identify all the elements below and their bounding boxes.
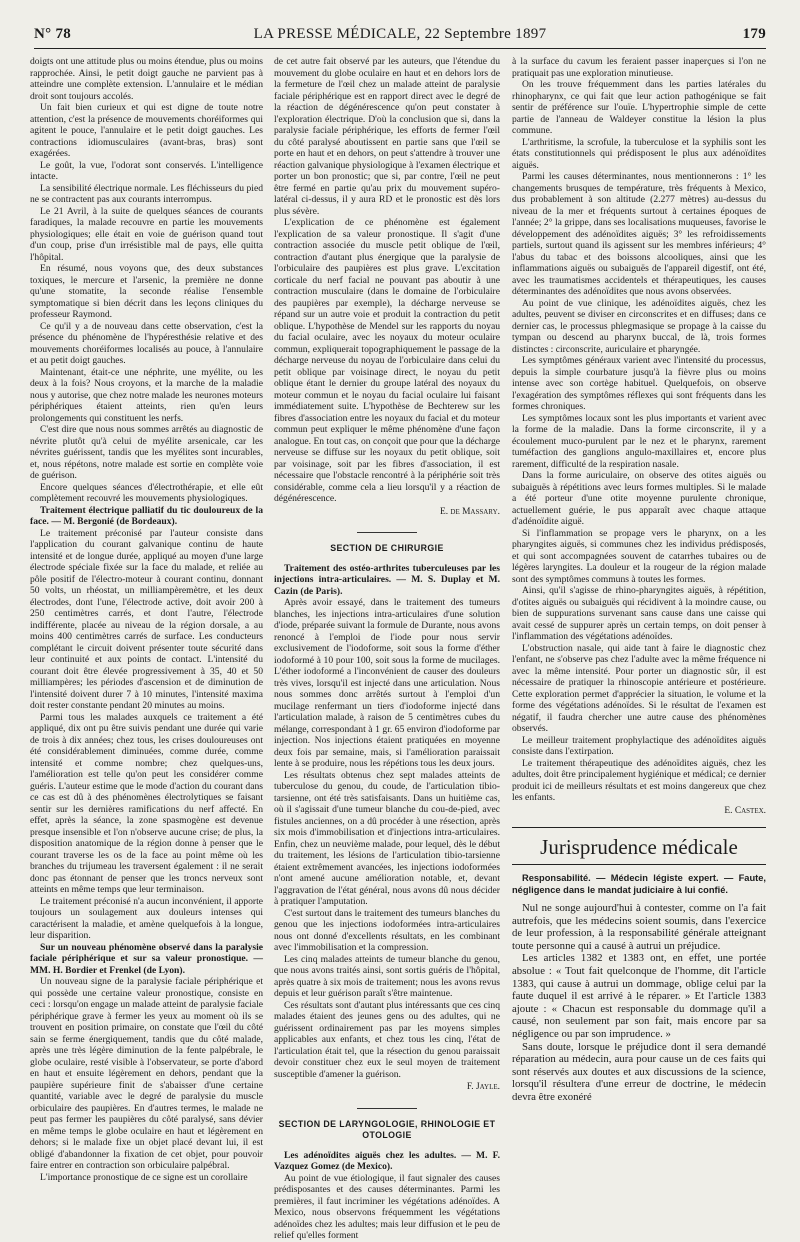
jurisprudence-heading: Responsabilité. — Médecin légiste expert. — Faute, négligence dans le mandat judiciaire à lui confié.	[512, 873, 766, 895]
paragraph: Au point de vue étiologique, il faut signaler des causes prédisposantes et des causes déterminantes. Parmi les premières, il faut incriminer les végétations adénoïdes. A Mexico, nous observons fréquemment les végétations adénoïdes chez les adultes; mais leur diffusion et le peu de relief qu'elles forment	[274, 1172, 500, 1241]
paragraph: Maintenant, était-ce une néphrite, une myélite, ou les deux à la fois? Nous croyons, et la marche de la maladie nous y autorise, que chez notre malade les neurones moteurs périphériques étaient atteints, rien qu'en leurs prolongements qui constituent les nerfs.	[30, 366, 263, 424]
paragraph: Dans la forme auriculaire, on observe des otites aiguës ou subaiguës à répétitions avec leurs formes multiples. Si le malade a été porteur d'une otite moyenne purulente chronique, actuellement guérie, le pus apparaît avec chaque attaque d'adénoïdite aiguë.	[512, 470, 766, 527]
article-title	[274, 1150, 500, 1173]
article-author: — M. Bergonié (de Bordeaux).	[51, 516, 178, 527]
paragraph: à la surface du cavum les feraient passer inaperçues si l'on ne pratiquait pas une exploration minutieuse.	[512, 56, 766, 79]
author-signature: E. de Massary.	[439, 506, 500, 517]
paragraph: Ces résultats sont d'autant plus intéressants que ces cinq malades étaient des jeunes gens ou des adultes, qui ne guérissent ordinairement pas par les moyens simples applicables aux enfants, et chez tous les cinq, l'état de l'articulation était tel, que la résection du genou paraissait devoir constituer chez eux le seul moyen de traitement susceptible d'amener la guérison.	[274, 999, 500, 1080]
paragraph: Le 21 Avril, à la suite de quelques séances de courants faradiques, la malade recouvre en partie les mouvements physiologiques; elle était en voie de guérison quand tout d'un coup, prise d'un irrésistible mal de pays, elle quitta l'hôpital.	[30, 205, 263, 263]
article-author: — M. S. Duplay et M. Cazin (de Paris).	[274, 574, 500, 597]
journal-title-date: LA PRESSE MÉDICALE, 22 Septembre 1897	[253, 26, 547, 42]
article-author: — M. F. Vazquez Gomez (de Mexico).	[274, 1149, 500, 1172]
author-signature: F. Jayle.	[466, 1082, 500, 1092]
column-3	[512, 56, 766, 1118]
paragraph: de cet autre fait observé par les auteurs, que l'étendue du mouvement du globe oculaire en haut et en dehors lors de la fermeture de l'œil chez un malade atteint de paralysie faciale périphérique est en rapport direct avec le degré de la réaction de dégénérescence qu'on peut constater à l'exploration électrique. D'où la conclusion que si, dans la paralysie faciale périphérique, les efforts de fermer l'œil du côté paralysé aboutissent en partie sans que l'œil se porte en haut et en dehors, on peut s'attendre à trouver une réaction galvanique physiologique à l'examen électrique et porter un bon pronostic; que si, par contre, l'œil ne peut être fermé en partie qu'au prix du mouvement supéro-latéral ci-dessus, il y aura RD et le pronostic est dès lors plus sévère.	[274, 56, 500, 217]
paragraph: Si l'inflammation se propage vers le pharynx, on a les pharyngites aiguës, si communes chez les individus prédisposés, et qui sont accompagnées souvent de catarrhes tubaires ou de légères laryngites. La douleur et la rougeur de la région malade sont des symptômes communs à toutes les formes.	[512, 527, 766, 585]
paragraph: Un fait bien curieux et qui est digne de toute notre attention, c'est la présence de mouvements choréiformes qui agitent le pouce, l'annulaire et le petit doigt gauches. Les contractions idiomusculaires (avant-bras, bras) sont exagérées.	[30, 102, 263, 159]
paragraph: Ainsi, qu'il s'agisse de rhino-pharyngites aiguës, à répétition, d'otites aiguës ou subaiguës qui récidivent à la moindre cause, ou bien de suppurations survenant sans cause dans une caisse qui avait cessé de suppurer après un certain temps, on doit penser à l'inflammation des végétations adénoïdes.	[512, 585, 766, 642]
paragraph: Parmi tous les malades auxquels ce traitement a été appliqué, dix ont pu être suivis pendant une durée qui varie de trois à dix années; chez tous, les crises douloureuses ont été considérablement diminuées, comme durée, comme intensité et comme nombre; chez quelques-uns, l'amélioration est telle qu'on peut les considérer comme guéris. L'auteur estime que le mode d'action du courant dans ce cas est dû à des phénomènes électrolytiques se faisant sentir sur les dernières ramifications du nerf affecté. En effet, après la séance, la zone spasmogène est devenue presque insensible et l'on n'observe aucune crise; de plus, la disposition anatomique de la région donne à penser que le courant traverse les os de la face au point même où les branches du trijumeau les traversent également : il ne serait donc pas étonnant de penser que les troncs nerveux sont atteints en même temps que leur terminaison.	[30, 711, 263, 895]
divider	[357, 1108, 417, 1109]
paragraph: Les symptômes locaux sont les plus importants et varient avec la forme de la maladie. Dans la forme circonscrite, il y a écoulement muco-purulent par le nez et le pharynx, rarement tuméfaction des ganglions angulo-maxillaires et, encore plus rarement, difficulté de la respiration nasale.	[512, 412, 766, 470]
paragraph: Au point de vue clinique, les adénoïdites aiguës, chez les adultes, peuvent se diviser en circonscrites et en diffuses; dans ce dernier cas, le processus phlegmasique se propage à la caisse du tympan ou descend au pharynx buccal, de là, trois formes distinctes : circonscrite, auriculaire et pharyngée.	[512, 297, 766, 355]
paragraph: Le traitement préconisé par l'auteur consiste dans l'application du courant galvanique continu de haute intensité et de longue durée, appliqué au moyen d'une large électrode spéciale fixée sur la face du malade, et reliée au pôle positif de l'électro-moteur à courant continu, donnant 50 volts, un rhéostat, un milliampèremètre, et les deux électrodes, dont l'une, l'électrode active, doit avoir 200 à 250 centimètres carrés, et dont l'autre, l'électrode indifférente, placée au niveau de la région dorsale, a au moins 400 centimètres carrés de surface. Les conducteurs complétant le circuit doivent présenter toute sécurité dans leur continuité et aux points de contact. L'intensité du courant doit être élevée progressivement à 35, 40 et 50 milliampères; les périodes d'ascension et de diminution de l'intensité doivent durer 7 à 10 minutes, l'intensité maxima doit rester constante pendant 20 minutes au moins.	[30, 527, 263, 711]
paragraph: Le meilleur traitement prophylactique des adénoïdites aiguës consiste dans l'extirpation.	[512, 734, 766, 757]
paragraph: Le goût, la vue, l'odorat sont conservés. L'intelligence intacte.	[30, 159, 263, 182]
paragraph: Nul ne songe aujourd'hui à contester, comme on l'a fait autrefois, que les médecins soient soumis, dans l'exercice de leur profession, à la responsabilité générale atteignant toute personne qui a causé à autrui un préjudice.	[512, 902, 766, 952]
paragraph: On les trouve fréquemment dans les parties latérales du rhinopharynx, ce qui fait que leur action pathogénique se fait sentir de préférence sur l'ouïe. L'hypertrophie simple de cette partie de l'anneau de Waldeyer constitue la lésion la plus commune.	[512, 79, 766, 136]
paragraph: Parmi les causes déterminantes, nous mentionnerons : 1° les changements brusques de température, très fréquents à Mexico, dus probablement à son altitude (2.277 mètres) au-dessus du niveau de la mer et fréquents surtout à certaines époques de l'année; 2° la grippe, dans ses localisations muqueuses, favorise le développement des adénoïdites aiguës; 3° les refroidissements partiels, surtout quand ils agissent sur les membres inférieurs; 4° l'abus du tabac et des boissons alcooliques, ainsi que les inflammations aiguës ou subaiguës de l'appareil digestif, ont été, avec les traumatismes accidentels et thérapeutiques, les causes déterminantes des adénoïdites que nous avons observées.	[512, 171, 766, 297]
jurisprudence-body	[512, 902, 766, 1104]
paragraph: C'est dire que nous nous sommes arrêtés au diagnostic de névrite plutôt qu'à celui de myélite arsenicale, car les névrites guérissent, tandis que les myélites sont incurables, et, nous répétons, notre malade est sortie en complète voie de guérison.	[30, 424, 263, 481]
paragraph: En résumé, nous voyons que, des deux substances toxiques, le mercure et l'arsenic, la première ne donne qu'une stomatite, la seconde réalise l'ensemble symptomatique si bien décrit dans les leçons cliniques du professeur Raymond.	[30, 263, 263, 320]
paragraph: Les cinq malades atteints de tumeur blanche du genou, que nous avons traités ainsi, sont sortis guéris de l'hôpital, après quatre à six mois de traitement; nous les avons revus depuis et leur guérison paraît s'être maintenue.	[274, 953, 500, 999]
divider	[357, 532, 417, 533]
article-title-text: Traitement des ostéo-arthrites tuberculeuses par les injections intra-articulaires.	[274, 562, 500, 585]
section-heading	[274, 1108, 500, 1142]
article-title-text: Traitement électrique palliatif du tic douloureux de la face.	[30, 504, 263, 527]
jurisprudence-title: Jurisprudence médicale	[540, 835, 738, 859]
issue-number: N° 78	[34, 26, 72, 42]
section-heading-text: SECTION DE CHIRURGIE	[330, 543, 444, 553]
author-signature: E. Castex.	[724, 805, 766, 816]
article-title	[30, 942, 263, 977]
paragraph: L'arthritisme, la scrofule, la tuberculose et la syphilis sont les états constitutionnels qui prédisposent le plus aux adénoïdites aiguës.	[512, 136, 766, 171]
section-heading	[274, 532, 500, 555]
paragraph: Sans doute, lorsque le préjudice dont il sera demandé réparation au médecin, aura pour cause un de ces faits qui sont réservés aux doutes et aux discussions de la science, lorsqu'il résultera d'une erreur de doctrine, le médecin devra être exonéré	[512, 1040, 766, 1103]
page-number: 179	[742, 26, 766, 42]
paragraph: Le traitement thérapeutique des adénoïdites aiguës, chez les adultes, doit être principalement hygiénique et médical; ce dernier produit ici de meilleurs résultats et est moins dangereux que chez les enfants.	[512, 757, 766, 803]
page-header	[34, 22, 766, 49]
paragraph: L'importance pronostique de ce signe est un corollaire	[40, 1171, 248, 1183]
article-title-text: Sur un nouveau phénomène observé dans la paralysie faciale périphérique et sur sa valeur pronostique.	[30, 941, 263, 964]
column-1	[30, 56, 263, 1183]
paragraph: La sensibilité électrique normale. Les fléchisseurs du pied ne se contractent pas aux courants interrompus.	[30, 182, 263, 205]
paragraph: Un nouveau signe de la paralysie faciale périphérique et qui possède une certaine valeur pronostique, consiste en ceci : lorsqu'on engage un malade atteint de paralysie faciale périphérique grave à fermer les yeux au moment où ils se trouvent en position primaire, on constate que l'œil du côté sain se ferme énergiquement, tandis que du côté malade, après une très légère diminution de la fente palpébrale, le globe oculaire, resté visible à l'observateur, se porte d'abord en haut et ensuite légèrement en dehors, pendant que la paupière supérieure finit de s'abaisser d'une certaine quantité, variable avec le degré de paralysie du muscle orbiculaire des paupières. En d'autres termes, le malade ne peut pas fermer les paupières du côté paralysé, sans dévier en même temps le globe oculaire en haut et légèrement en dehors; si le malade fixe un objet placé devant lui, il est obligé d'abandonner la fixation de cet objet, pour pouvoir faire entrer en contraction son orbiculaire palpébral.	[30, 976, 263, 1171]
column-2	[274, 56, 500, 1241]
section-heading-text: SECTION DE LARYNGOLOGIE, RHINOLOGIE ET OTOLOGIE	[278, 1118, 496, 1140]
paragraph: C'est surtout dans le traitement des tumeurs blanches du genou que les injections iodoformées intra-articulaires nous ont donné d'excellents résultats, en les combinant avec l'immobilisation et la compression.	[274, 907, 500, 953]
paragraph: Les résultats obtenus chez sept malades atteints de tuberculose du genou, du coude, de l'articulation tibio-tarsienne, ont été très satisfaisants. Dans un huitième cas, où il s'agissait d'une tumeur blanche du cou-de-pied, avec fistules anciennes, on a dû procéder à une résection, après six mois d'immobilisation et d'injections intra-articulaires. Enfin, chez un neuvième malade, pour lequel, dès le début du traitement, les lésions de l'articulation tibio-tarsienne étaient extrêmement avancées, les injections iodoformées n'ont amené aucune amélioration notable, et, devant l'aggravation de l'état général, nous avons dû nous décider à pratiquer l'amputation.	[274, 769, 500, 907]
article-title	[30, 505, 263, 528]
paragraph: Les symptômes généraux varient avec l'intensité du processus, depuis la simple courbature jusqu'à la fièvre plus ou moins intense avec son cortège habituel. Quelquefois, on observe l'exagération des symptômes réflexes qui sont fréquents dans les formes chroniques.	[512, 355, 766, 412]
article-author: — MM. H. Bordier et Frenkel (de Lyon).	[30, 953, 263, 976]
article-title-text: Les adénoïdites aiguës chez les adultes.	[284, 1149, 457, 1161]
paragraph: L'explication de ce phénomène est également l'explication de sa valeur pronostique. Il s'agit d'une contraction associée du muscle petit oblique de l'œil, contraction d'autant plus énergique que la paralysie de l'orbiculaire des paupières est plus grave. L'excitation corticale du nerf facial ne pouvant pas aboutir à une contraction musculaire (dans le domaine de l'orbiculaire des paupières par exemple), la décharge nerveuse se répand sur un autre voie et produit la contraction du petit oblique. L'hypothèse de Mendel sur les rapports du noyau du facial oculaire, avec les noyaux du moteur oculaire commun, expliquerait topographiquement le passage de la décharge nerveuse du noyau de l'orbiculaire dans celui du petit oblique par voisinage direct, le noyau du petit oblique étant le dernier du groupe latéral des noyaux du moteur commun et le noyau du facial oculaire lui faisant immédiatement suite. L'hypothèse de Bechterew sur les fibres d'association entre les noyaux du facial et du moteur commun peut expliquer le même phénomène d'une façon analogue. En tout cas, on conçoit que pour que la décharge nerveuse se diffuse sur les noyaux du petit oblique, soit par voisinage, soit par les fibres d'association, il est nécessaire que l'obstacle rencontré à la périphérie soit très considérable, comme cela a lieu lorsqu'il y a réaction de dégénérescence.	[274, 217, 500, 504]
paragraph: Ce qu'il y a de nouveau dans cette observation, c'est la présence du phénomène de l'hypéresthésie relative et des mouvements choréiformes localisés au pouce, à l'annulaire et au petit doigt gauches.	[30, 320, 263, 366]
paragraph: Le traitement préconisé n'a aucun inconvénient, il apporte toujours un soulagement aux douleurs intenses qui caractérisent la maladie, et amène quelquefois à la longue, leur disparition.	[30, 895, 263, 941]
article-title	[274, 563, 500, 598]
jurisprudence-banner	[512, 827, 766, 865]
paragraph: doigts ont une attitude plus ou moins étendue, plus ou moins rapprochée. Ainsi, le petit doigt gauche ne parvient pas à atteindre une complète extension. L'annulaire et le médian droit sont toujours accolés.	[30, 56, 263, 102]
paragraph: Encore quelques séances d'électrothérapie, et elle eût complètement recouvré les mouvements physiologiques.	[30, 481, 263, 504]
paragraph: L'obstruction nasale, qui aide tant à faire le diagnostic chez l'enfant, ne s'observe pas chez l'adulte avec la même fréquence ni avec la même intensité. Pour porter un diagnostic sûr, il est nécessaire de pratiquer la rhinoscopie antérieure et postérieure. Cette exploration permet d'apprécier la situation, le volume et la forme des végétations adénoïdes. Si le résultat de l'examen est négatif, il faudra chercher une autre cause des phénomènes observés.	[512, 642, 766, 734]
paragraph: Les articles 1382 et 1383 ont, en effet, une portée absolue : « Tout fait quelconque de l'homme, dit l'article 1383, qui cause à autrui un dommage, oblige celui par la faute duquel il est arrivé à le réparer. » Et l'article 1383 ajoute : « Chacun est responsable du dommage qu'il a causé, non seulement par son fait, mais encore par sa négligence ou par son imprudence. »	[512, 952, 766, 1040]
paragraph: Après avoir essayé, dans le traitement des tumeurs blanches, les injections intra-articulaires d'une solution d'iode, préparée suivant la formule de Durante, nous avons renoncé à l'emploi de l'iode pour nous servir exclusivement de l'iodoforme, soit sous la forme d'éther iodoformé à 10 pour 100, soit sous la forme de mucilages. L'éther iodoformé a l'inconvénient de causer des douleurs très vives, lorsqu'il est injecté dans une articulation. Nous nous sommes donc arrêtés surtout à l'emploi d'un mucilage renfermant un tiers d'iodoforme injecté dans l'articulation malade, à raison de 5 centimètres cubes du mélange, correspondant à 1 gr. 65 environ d'iodoforme par injection. Nos injections étaient pratiquées en moyenne deux fois par semaine, mais, si l'amélioration paraissait lente à se produire, nous les répétions tous les deux jours.	[274, 597, 500, 769]
